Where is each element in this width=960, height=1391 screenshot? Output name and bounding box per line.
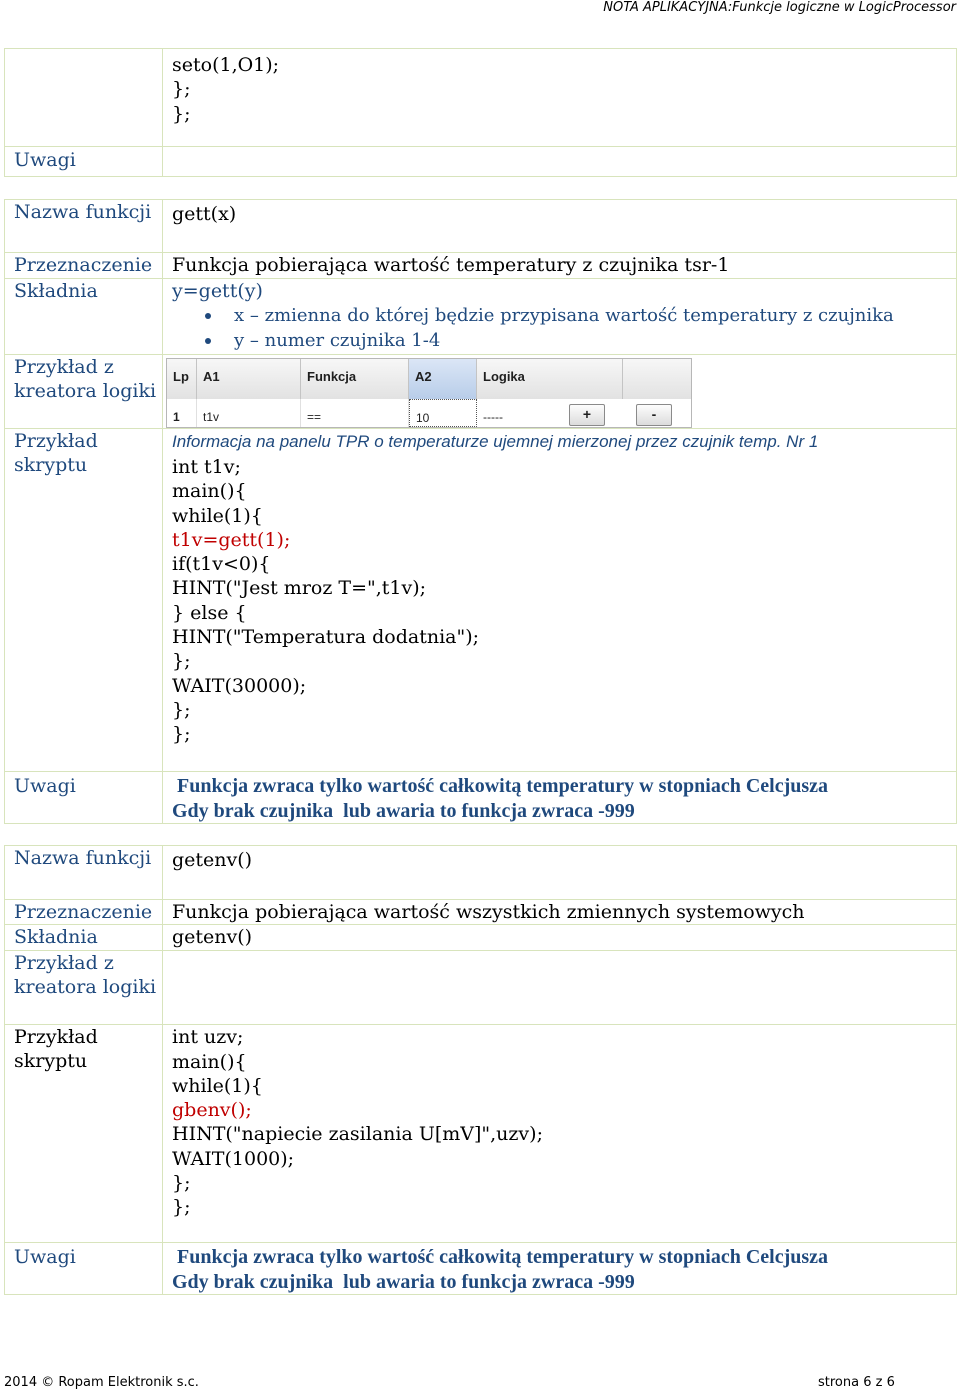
script-line: while(1){ (172, 504, 263, 527)
script-line: }; (172, 1196, 191, 1219)
header-a2: A2 (409, 359, 477, 399)
creator-example-cell (163, 951, 957, 1025)
script-line: int t1v; (172, 456, 241, 478)
header-a1: A1 (197, 359, 301, 399)
script-line: }; (172, 650, 191, 673)
creator-example-cell (163, 355, 957, 429)
param-list-item: x – zmienna do której będzie przypisana wartość temperatury z czujnika (234, 303, 956, 328)
row-funkcja-cell[interactable]: == (301, 399, 409, 427)
note-line: Funkcja zwraca tylko wartość całkowitą temperatury w stopniach Celcjusza (172, 775, 829, 797)
script-line: main(){ (172, 1050, 247, 1073)
uwagi-label: Uwagi (5, 1243, 163, 1295)
script-line: }; (172, 723, 191, 746)
row-logika-cell[interactable]: ----- (483, 410, 503, 424)
empty-label-cell (5, 49, 163, 147)
nazwa-funkcji-label: Nazwa funkcji (5, 846, 163, 900)
syntax-text: getenv() (163, 925, 957, 951)
script-line: while(1){ (172, 1074, 263, 1097)
script-line-highlight: gbenv(); (172, 1099, 252, 1122)
script-line: if(t1v<0){ (172, 553, 271, 576)
syntax-cell (163, 279, 957, 355)
script-line: WAIT(1000); (172, 1147, 295, 1170)
script-line: HINT("napiecie zasilania U[mV]",uzv); (172, 1123, 543, 1146)
row-a2-cell[interactable]: 10 (409, 399, 477, 427)
row-lp-cell[interactable]: 1 (167, 399, 197, 427)
header-lp: Lp (167, 359, 197, 399)
table-seto-continuation (4, 48, 957, 177)
przyklad-kreatora-label: Przykład z kreatora logiki (5, 355, 163, 429)
row-a1-cell[interactable]: t1v (197, 399, 301, 427)
footer-copyright: 2014 © Ropam Elektronik s.c. (4, 1375, 199, 1390)
note-line: Funkcja zwraca tylko wartość całkowitą temperatury w stopniach Celcjusza (172, 1246, 829, 1269)
footer-page-number: strona 6 z 6 (818, 1375, 895, 1390)
syntax-text: y=gett(y) (172, 280, 263, 302)
function-name: gett(x) (163, 200, 957, 253)
skladnia-label: Składnia (5, 925, 163, 951)
table-getenv (4, 845, 957, 1295)
header-empty (623, 359, 691, 399)
code-line: }; (172, 78, 191, 101)
script-line: HINT("Temperatura dodatnia"); (172, 626, 480, 649)
notes-cell (163, 1243, 957, 1295)
document-header-title: NOTA APLIKACYJNA:Funkcje logiczne w LogicProcessor (603, 0, 956, 15)
uwagi-label: Uwagi (5, 772, 163, 824)
script-line: } else { (172, 601, 247, 624)
script-line: WAIT(30000); (172, 674, 307, 697)
code-cell (163, 49, 957, 147)
script-cell (163, 1025, 957, 1243)
purpose-text: Funkcja pobierająca wartość temperatury z czujnika tsr-1 (163, 253, 957, 279)
function-name: getenv() (163, 846, 957, 900)
przyklad-skryptu-label: Przykład skryptu (5, 1025, 163, 1243)
script-note: Informacja na panelu TPR o temperaturze ujemnej mierzonej przez czujnik temp. Nr 1 (172, 432, 819, 451)
przyklad-skryptu-label: Przykład skryptu (5, 429, 163, 772)
przeznaczenie-label: Przeznaczenie (5, 900, 163, 925)
nazwa-funkcji-label: Nazwa funkcji (5, 200, 163, 253)
script-line: }; (172, 1172, 191, 1195)
code-line: seto(1,O1); (172, 54, 280, 76)
skladnia-label: Składnia (5, 279, 163, 355)
header-funkcja: Funkcja (301, 359, 409, 399)
uwagi-label: Uwagi (5, 147, 163, 177)
uwagi-value (163, 147, 957, 177)
param-list-item: y – numer czujnika 1-4 (234, 328, 956, 353)
script-cell (163, 429, 957, 772)
script-line: HINT("Jest mroz T=",t1v); (172, 577, 427, 600)
add-row-button[interactable]: + (569, 404, 605, 426)
code-line: }; (172, 102, 191, 125)
script-line: main(){ (172, 480, 247, 503)
purpose-text: Funkcja pobierająca wartość wszystkich zmiennych systemowych (163, 900, 957, 925)
przyklad-kreatora-label: Przykład z kreatora logiki (5, 951, 163, 1025)
notes-cell (163, 772, 957, 824)
script-line-highlight: t1v=gett(1); (172, 528, 291, 551)
table-gett (4, 199, 957, 824)
przeznaczenie-label: Przeznaczenie (5, 253, 163, 279)
script-line: }; (172, 698, 191, 721)
header-logika: Logika (477, 359, 623, 399)
remove-row-button[interactable]: - (636, 404, 672, 426)
param-list (172, 303, 956, 353)
note-line: Gdy brak czujnika lub awaria to funkcja zwraca -999 (172, 799, 635, 822)
script-line: int uzv; (172, 1026, 244, 1049)
note-line: Gdy brak czujnika lub awaria to funkcja zwraca -999 (172, 1270, 635, 1293)
logic-creator-widget (166, 358, 692, 428)
